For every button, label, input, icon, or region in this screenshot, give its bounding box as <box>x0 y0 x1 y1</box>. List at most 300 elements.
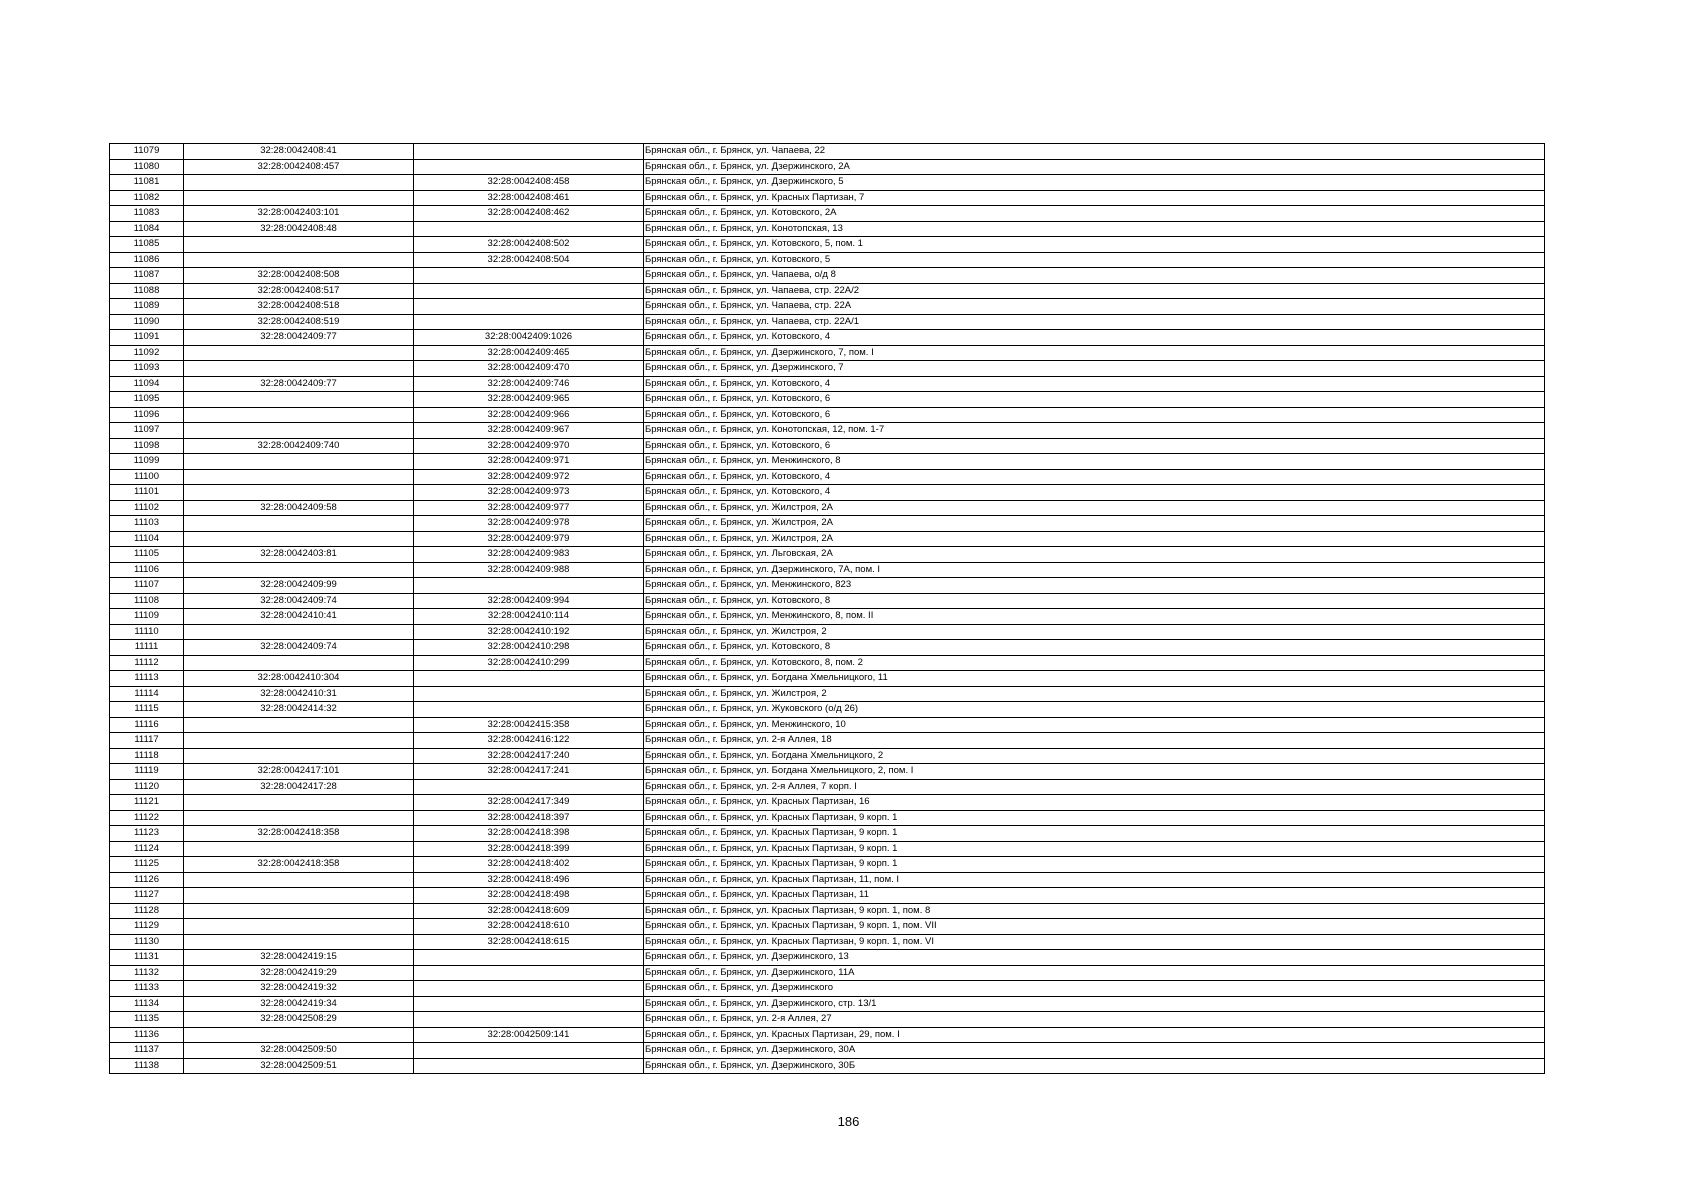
row-number-cell: 11120 <box>110 779 184 795</box>
row-number-cell: 11136 <box>110 1027 184 1043</box>
object-number-cell: 32:28:0042409:970 <box>414 438 644 454</box>
address-cell: Брянская обл., г. Брянск, ул. Жилстроя, 2А <box>644 516 1545 532</box>
object-number-cell <box>414 221 644 237</box>
address-cell: Брянская обл., г. Брянск, ул. Котовского, 8 <box>644 593 1545 609</box>
object-number-cell <box>414 686 644 702</box>
table-row <box>110 423 1545 439</box>
address-cell: Брянская обл., г. Брянск, ул. Жилстроя, 2 <box>644 624 1545 640</box>
parcel-number-cell: 32:28:0042409:99 <box>184 578 414 594</box>
row-number-cell: 11130 <box>110 934 184 950</box>
address-cell: Брянская обл., г. Брянск, ул. Богдана Хмельницкого, 2 <box>644 748 1545 764</box>
row-number-cell: 11101 <box>110 485 184 501</box>
object-number-cell <box>414 950 644 966</box>
object-number-cell: 32:28:0042418:610 <box>414 919 644 935</box>
table-row <box>110 361 1545 377</box>
parcel-number-cell <box>184 919 414 935</box>
row-number-cell: 11127 <box>110 888 184 904</box>
row-number-cell: 11090 <box>110 314 184 330</box>
object-number-cell: 32:28:0042418:397 <box>414 810 644 826</box>
row-number-cell: 11102 <box>110 500 184 516</box>
table-row <box>110 345 1545 361</box>
table-row <box>110 578 1545 594</box>
address-cell: Брянская обл., г. Брянск, ул. Красных Партизан, 9 корп. 1 <box>644 841 1545 857</box>
table-row <box>110 748 1545 764</box>
parcel-number-cell: 32:28:0042509:51 <box>184 1058 414 1074</box>
table-row <box>110 407 1545 423</box>
parcel-number-cell <box>184 717 414 733</box>
parcel-number-cell: 32:28:0042419:15 <box>184 950 414 966</box>
table-row <box>110 996 1545 1012</box>
table-row <box>110 1058 1545 1074</box>
row-number-cell: 11079 <box>110 144 184 160</box>
object-number-cell: 32:28:0042417:240 <box>414 748 644 764</box>
object-number-cell <box>414 268 644 284</box>
object-number-cell <box>414 996 644 1012</box>
row-number-cell: 11100 <box>110 469 184 485</box>
parcel-number-cell: 32:28:0042508:29 <box>184 1012 414 1028</box>
address-cell: Брянская обл., г. Брянск, ул. Дзержинского, 7 <box>644 361 1545 377</box>
table-row <box>110 314 1545 330</box>
object-number-cell <box>414 702 644 718</box>
row-number-cell: 11123 <box>110 826 184 842</box>
parcel-number-cell <box>184 454 414 470</box>
parcel-number-cell <box>184 624 414 640</box>
row-number-cell: 11081 <box>110 175 184 191</box>
row-number-cell: 11095 <box>110 392 184 408</box>
table-row <box>110 454 1545 470</box>
object-number-cell: 32:28:0042416:122 <box>414 733 644 749</box>
row-number-cell: 11097 <box>110 423 184 439</box>
parcel-number-cell <box>184 485 414 501</box>
parcel-number-cell <box>184 733 414 749</box>
parcel-number-cell <box>184 237 414 253</box>
parcel-number-cell: 32:28:0042408:48 <box>184 221 414 237</box>
cadastral-registry-table <box>109 143 1545 1074</box>
parcel-number-cell <box>184 531 414 547</box>
object-number-cell: 32:28:0042418:609 <box>414 903 644 919</box>
object-number-cell: 32:28:0042418:398 <box>414 826 644 842</box>
row-number-cell: 11125 <box>110 857 184 873</box>
object-number-cell <box>414 965 644 981</box>
row-number-cell: 11108 <box>110 593 184 609</box>
address-cell: Брянская обл., г. Брянск, ул. Менжинского, 10 <box>644 717 1545 733</box>
table-row <box>110 779 1545 795</box>
table-row <box>110 764 1545 780</box>
row-number-cell: 11080 <box>110 159 184 175</box>
object-number-cell: 32:28:0042409:967 <box>414 423 644 439</box>
table-row <box>110 500 1545 516</box>
object-number-cell <box>414 578 644 594</box>
address-cell: Брянская обл., г. Брянск, ул. Чапаева, 22 <box>644 144 1545 160</box>
parcel-number-cell: 32:28:0042414:32 <box>184 702 414 718</box>
address-cell: Брянская обл., г. Брянск, ул. Котовского, 4 <box>644 376 1545 392</box>
parcel-number-cell: 32:28:0042409:77 <box>184 376 414 392</box>
address-cell: Брянская обл., г. Брянск, ул. Конотопская, 12, пом. 1-7 <box>644 423 1545 439</box>
parcel-number-cell <box>184 934 414 950</box>
table-row <box>110 562 1545 578</box>
address-cell: Брянская обл., г. Брянск, ул. Дзержинского, 30А <box>644 1043 1545 1059</box>
parcel-number-cell: 32:28:0042419:32 <box>184 981 414 997</box>
address-cell: Брянская обл., г. Брянск, ул. Менжинского, 8, пом. II <box>644 609 1545 625</box>
object-number-cell: 32:28:0042408:502 <box>414 237 644 253</box>
table-row <box>110 872 1545 888</box>
address-cell: Брянская обл., г. Брянск, ул. Красных Партизан, 9 корп. 1 <box>644 826 1545 842</box>
row-number-cell: 11117 <box>110 733 184 749</box>
table-row <box>110 547 1545 563</box>
address-cell: Брянская обл., г. Брянск, ул. 2-я Аллея, 7 корп. I <box>644 779 1545 795</box>
address-cell: Брянская обл., г. Брянск, ул. Красных Партизан, 9 корп. 1, пом. VII <box>644 919 1545 935</box>
address-cell: Брянская обл., г. Брянск, ул. Дзержинского, 13 <box>644 950 1545 966</box>
address-cell: Брянская обл., г. Брянск, ул. Богдана Хмельницкого, 2, пом. I <box>644 764 1545 780</box>
page-number: 186 <box>837 1114 860 1129</box>
address-cell: Брянская обл., г. Брянск, ул. Красных Партизан, 11, пом. I <box>644 872 1545 888</box>
table-row <box>110 733 1545 749</box>
address-cell: Брянская обл., г. Брянск, ул. Котовского, 8, пом. 2 <box>644 655 1545 671</box>
object-number-cell: 32:28:0042409:746 <box>414 376 644 392</box>
parcel-number-cell <box>184 562 414 578</box>
object-number-cell: 32:28:0042410:114 <box>414 609 644 625</box>
object-number-cell: 32:28:0042410:298 <box>414 640 644 656</box>
row-number-cell: 11087 <box>110 268 184 284</box>
table-row <box>110 702 1545 718</box>
object-number-cell: 32:28:0042410:192 <box>414 624 644 640</box>
object-number-cell: 32:28:0042418:498 <box>414 888 644 904</box>
row-number-cell: 11106 <box>110 562 184 578</box>
table-row <box>110 810 1545 826</box>
parcel-number-cell: 32:28:0042409:740 <box>184 438 414 454</box>
table-row <box>110 159 1545 175</box>
row-number-cell: 11094 <box>110 376 184 392</box>
row-number-cell: 11122 <box>110 810 184 826</box>
parcel-number-cell <box>184 361 414 377</box>
address-cell: Брянская обл., г. Брянск, ул. Чапаева, стр. 22А/2 <box>644 283 1545 299</box>
table-row <box>110 671 1545 687</box>
address-cell: Брянская обл., г. Брянск, ул. Красных Партизан, 16 <box>644 795 1545 811</box>
address-cell: Брянская обл., г. Брянск, ул. Дзержинского, 2А <box>644 159 1545 175</box>
table-row <box>110 717 1545 733</box>
address-cell: Брянская обл., г. Брянск, ул. Дзержинского, 7, пом. I <box>644 345 1545 361</box>
row-number-cell: 11131 <box>110 950 184 966</box>
table-row <box>110 252 1545 268</box>
table-row <box>110 826 1545 842</box>
table-row <box>110 392 1545 408</box>
parcel-number-cell: 32:28:0042417:28 <box>184 779 414 795</box>
row-number-cell: 11119 <box>110 764 184 780</box>
parcel-number-cell: 32:28:0042403:81 <box>184 547 414 563</box>
row-number-cell: 11105 <box>110 547 184 563</box>
row-number-cell: 11112 <box>110 655 184 671</box>
table-row <box>110 934 1545 950</box>
address-cell: Брянская обл., г. Брянск, ул. Котовского, 4 <box>644 469 1545 485</box>
parcel-number-cell <box>184 841 414 857</box>
parcel-number-cell <box>184 1027 414 1043</box>
object-number-cell: 32:28:0042409:973 <box>414 485 644 501</box>
row-number-cell: 11104 <box>110 531 184 547</box>
table-row <box>110 237 1545 253</box>
address-cell: Брянская обл., г. Брянск, ул. Чапаева, стр. 22А/1 <box>644 314 1545 330</box>
object-number-cell: 32:28:0042409:966 <box>414 407 644 423</box>
table-row <box>110 268 1545 284</box>
parcel-number-cell: 32:28:0042408:517 <box>184 283 414 299</box>
parcel-number-cell: 32:28:0042418:358 <box>184 857 414 873</box>
row-number-cell: 11091 <box>110 330 184 346</box>
object-number-cell: 32:28:0042410:299 <box>414 655 644 671</box>
address-cell: Брянская обл., г. Брянск, ул. Дзержинского <box>644 981 1545 997</box>
table-row <box>110 469 1545 485</box>
row-number-cell: 11083 <box>110 206 184 222</box>
table-row <box>110 190 1545 206</box>
table-row <box>110 655 1545 671</box>
address-cell: Брянская обл., г. Брянск, ул. Льговская, 2А <box>644 547 1545 563</box>
row-number-cell: 11092 <box>110 345 184 361</box>
object-number-cell: 32:28:0042409:988 <box>414 562 644 578</box>
row-number-cell: 11132 <box>110 965 184 981</box>
address-cell: Брянская обл., г. Брянск, ул. Дзержинского, стр. 13/1 <box>644 996 1545 1012</box>
row-number-cell: 11109 <box>110 609 184 625</box>
address-cell: Брянская обл., г. Брянск, ул. Котовского, 5 <box>644 252 1545 268</box>
object-number-cell: 32:28:0042408:462 <box>414 206 644 222</box>
row-number-cell: 11082 <box>110 190 184 206</box>
object-number-cell: 32:28:0042409:465 <box>414 345 644 361</box>
parcel-number-cell: 32:28:0042408:508 <box>184 268 414 284</box>
address-cell: Брянская обл., г. Брянск, ул. Котовского, 5, пом. 1 <box>644 237 1545 253</box>
address-cell: Брянская обл., г. Брянск, ул. Котовского, 2А <box>644 206 1545 222</box>
row-number-cell: 11114 <box>110 686 184 702</box>
address-cell: Брянская обл., г. Брянск, ул. Менжинского, 8 <box>644 454 1545 470</box>
table-row <box>110 283 1545 299</box>
table-row <box>110 531 1545 547</box>
address-cell: Брянская обл., г. Брянск, ул. Богдана Хмельницкого, 11 <box>644 671 1545 687</box>
address-cell: Брянская обл., г. Брянск, ул. Конотопская, 13 <box>644 221 1545 237</box>
address-cell: Брянская обл., г. Брянск, ул. 2-я Аллея, 18 <box>644 733 1545 749</box>
parcel-number-cell <box>184 407 414 423</box>
row-number-cell: 11138 <box>110 1058 184 1074</box>
address-cell: Брянская обл., г. Брянск, ул. Дзержинского, 7А, пом. I <box>644 562 1545 578</box>
table-row <box>110 640 1545 656</box>
parcel-number-cell <box>184 190 414 206</box>
parcel-number-cell <box>184 872 414 888</box>
object-number-cell: 32:28:0042409:965 <box>414 392 644 408</box>
registry-table-body <box>110 144 1545 1074</box>
row-number-cell: 11098 <box>110 438 184 454</box>
object-number-cell <box>414 671 644 687</box>
parcel-number-cell: 32:28:0042408:519 <box>184 314 414 330</box>
object-number-cell <box>414 1058 644 1074</box>
table-row <box>110 903 1545 919</box>
address-cell: Брянская обл., г. Брянск, ул. Менжинского, 823 <box>644 578 1545 594</box>
parcel-number-cell: 32:28:0042409:58 <box>184 500 414 516</box>
table-row <box>110 857 1545 873</box>
address-cell: Брянская обл., г. Брянск, ул. Красных Партизан, 7 <box>644 190 1545 206</box>
address-cell: Брянская обл., г. Брянск, ул. Жилстроя, 2А <box>644 531 1545 547</box>
table-row <box>110 950 1545 966</box>
object-number-cell: 32:28:0042409:994 <box>414 593 644 609</box>
table-row <box>110 144 1545 160</box>
object-number-cell: 32:28:0042418:496 <box>414 872 644 888</box>
object-number-cell <box>414 283 644 299</box>
address-cell: Брянская обл., г. Брянск, ул. Котовского, 4 <box>644 485 1545 501</box>
object-number-cell: 32:28:0042408:458 <box>414 175 644 191</box>
object-number-cell: 32:28:0042409:978 <box>414 516 644 532</box>
row-number-cell: 11133 <box>110 981 184 997</box>
row-number-cell: 11088 <box>110 283 184 299</box>
row-number-cell: 11116 <box>110 717 184 733</box>
object-number-cell: 32:28:0042409:979 <box>414 531 644 547</box>
object-number-cell: 32:28:0042408:504 <box>414 252 644 268</box>
object-number-cell <box>414 1012 644 1028</box>
address-cell: Брянская обл., г. Брянск, ул. Чапаева, о/д 8 <box>644 268 1545 284</box>
parcel-number-cell: 32:28:0042409:74 <box>184 593 414 609</box>
row-number-cell: 11103 <box>110 516 184 532</box>
address-cell: Брянская обл., г. Брянск, ул. Чапаева, стр. 22А <box>644 299 1545 315</box>
row-number-cell: 11118 <box>110 748 184 764</box>
parcel-number-cell <box>184 516 414 532</box>
address-cell: Брянская обл., г. Брянск, ул. Красных Партизан, 11 <box>644 888 1545 904</box>
row-number-cell: 11084 <box>110 221 184 237</box>
address-cell: Брянская обл., г. Брянск, ул. Котовского, 6 <box>644 438 1545 454</box>
row-number-cell: 11134 <box>110 996 184 1012</box>
table-row <box>110 175 1545 191</box>
table-row <box>110 376 1545 392</box>
object-number-cell: 32:28:0042509:141 <box>414 1027 644 1043</box>
object-number-cell <box>414 159 644 175</box>
address-cell: Брянская обл., г. Брянск, ул. Дзержинского, 30Б <box>644 1058 1545 1074</box>
parcel-number-cell <box>184 345 414 361</box>
address-cell: Брянская обл., г. Брянск, ул. Красных Партизан, 9 корп. 1, пом. 8 <box>644 903 1545 919</box>
table-row <box>110 593 1545 609</box>
object-number-cell: 32:28:0042409:972 <box>414 469 644 485</box>
parcel-number-cell <box>184 392 414 408</box>
table-row <box>110 516 1545 532</box>
address-cell: Брянская обл., г. Брянск, ул. Красных Партизан, 9 корп. 1 <box>644 810 1545 826</box>
table-row <box>110 609 1545 625</box>
address-cell: Брянская обл., г. Брянск, ул. Котовского, 8 <box>644 640 1545 656</box>
parcel-number-cell: 32:28:0042509:50 <box>184 1043 414 1059</box>
object-number-cell <box>414 1043 644 1059</box>
object-number-cell: 32:28:0042409:470 <box>414 361 644 377</box>
parcel-number-cell <box>184 423 414 439</box>
parcel-number-cell <box>184 903 414 919</box>
parcel-number-cell <box>184 810 414 826</box>
row-number-cell: 11099 <box>110 454 184 470</box>
row-number-cell: 11085 <box>110 237 184 253</box>
address-cell: Брянская обл., г. Брянск, ул. Жилстроя, 2А <box>644 500 1545 516</box>
parcel-number-cell: 32:28:0042417:101 <box>184 764 414 780</box>
object-number-cell <box>414 314 644 330</box>
table-row <box>110 981 1545 997</box>
address-cell: Брянская обл., г. Брянск, ул. 2-я Аллея, 27 <box>644 1012 1545 1028</box>
parcel-number-cell: 32:28:0042409:77 <box>184 330 414 346</box>
object-number-cell: 32:28:0042409:977 <box>414 500 644 516</box>
parcel-number-cell: 32:28:0042410:304 <box>184 671 414 687</box>
object-number-cell: 32:28:0042415:358 <box>414 717 644 733</box>
parcel-number-cell <box>184 748 414 764</box>
address-cell: Брянская обл., г. Брянск, ул. Котовского, 4 <box>644 330 1545 346</box>
parcel-number-cell: 32:28:0042408:457 <box>184 159 414 175</box>
address-cell: Брянская обл., г. Брянск, ул. Котовского, 6 <box>644 407 1545 423</box>
row-number-cell: 11107 <box>110 578 184 594</box>
table-row <box>110 1043 1545 1059</box>
address-cell: Брянская обл., г. Брянск, ул. Котовского, 6 <box>644 392 1545 408</box>
object-number-cell: 32:28:0042418:615 <box>414 934 644 950</box>
table-row <box>110 299 1545 315</box>
row-number-cell: 11121 <box>110 795 184 811</box>
parcel-number-cell: 32:28:0042403:101 <box>184 206 414 222</box>
table-row <box>110 485 1545 501</box>
row-number-cell: 11110 <box>110 624 184 640</box>
object-number-cell: 32:28:0042417:349 <box>414 795 644 811</box>
table-row <box>110 624 1545 640</box>
address-cell: Брянская обл., г. Брянск, ул. Красных Партизан, 9 корп. 1, пом. VI <box>644 934 1545 950</box>
row-number-cell: 11086 <box>110 252 184 268</box>
row-number-cell: 11124 <box>110 841 184 857</box>
object-number-cell <box>414 779 644 795</box>
object-number-cell: 32:28:0042409:1026 <box>414 330 644 346</box>
row-number-cell: 11093 <box>110 361 184 377</box>
object-number-cell <box>414 981 644 997</box>
table-row <box>110 206 1545 222</box>
object-number-cell: 32:28:0042409:983 <box>414 547 644 563</box>
row-number-cell: 11135 <box>110 1012 184 1028</box>
row-number-cell: 11096 <box>110 407 184 423</box>
address-cell: Брянская обл., г. Брянск, ул. Дзержинского, 5 <box>644 175 1545 191</box>
parcel-number-cell: 32:28:0042408:41 <box>184 144 414 160</box>
parcel-number-cell <box>184 795 414 811</box>
parcel-number-cell: 32:28:0042419:29 <box>184 965 414 981</box>
object-number-cell: 32:28:0042418:399 <box>414 841 644 857</box>
object-number-cell <box>414 144 644 160</box>
table-row <box>110 1012 1545 1028</box>
row-number-cell: 11129 <box>110 919 184 935</box>
address-cell: Брянская обл., г. Брянск, ул. Красных Партизан, 29, пом. I <box>644 1027 1545 1043</box>
table-row <box>110 221 1545 237</box>
parcel-number-cell: 32:28:0042410:41 <box>184 609 414 625</box>
row-number-cell: 11115 <box>110 702 184 718</box>
parcel-number-cell <box>184 469 414 485</box>
parcel-number-cell: 32:28:0042418:358 <box>184 826 414 842</box>
address-cell: Брянская обл., г. Брянск, ул. Дзержинского, 11А <box>644 965 1545 981</box>
object-number-cell <box>414 299 644 315</box>
table-row <box>110 841 1545 857</box>
row-number-cell: 11113 <box>110 671 184 687</box>
object-number-cell: 32:28:0042417:241 <box>414 764 644 780</box>
table-row <box>110 965 1545 981</box>
row-number-cell: 11111 <box>110 640 184 656</box>
parcel-number-cell: 32:28:0042419:34 <box>184 996 414 1012</box>
table-row <box>110 1027 1545 1043</box>
table-row <box>110 888 1545 904</box>
row-number-cell: 11137 <box>110 1043 184 1059</box>
row-number-cell: 11128 <box>110 903 184 919</box>
parcel-number-cell <box>184 175 414 191</box>
table-row <box>110 919 1545 935</box>
table-row <box>110 686 1545 702</box>
object-number-cell: 32:28:0042418:402 <box>414 857 644 873</box>
table-row <box>110 438 1545 454</box>
parcel-number-cell <box>184 655 414 671</box>
parcel-number-cell <box>184 252 414 268</box>
object-number-cell: 32:28:0042409:971 <box>414 454 644 470</box>
parcel-number-cell: 32:28:0042410:31 <box>184 686 414 702</box>
parcel-number-cell: 32:28:0042408:518 <box>184 299 414 315</box>
address-cell: Брянская обл., г. Брянск, ул. Жуковского (о/д 26) <box>644 702 1545 718</box>
row-number-cell: 11126 <box>110 872 184 888</box>
table-row <box>110 795 1545 811</box>
object-number-cell: 32:28:0042408:461 <box>414 190 644 206</box>
address-cell: Брянская обл., г. Брянск, ул. Красных Партизан, 9 корп. 1 <box>644 857 1545 873</box>
row-number-cell: 11089 <box>110 299 184 315</box>
parcel-number-cell <box>184 888 414 904</box>
